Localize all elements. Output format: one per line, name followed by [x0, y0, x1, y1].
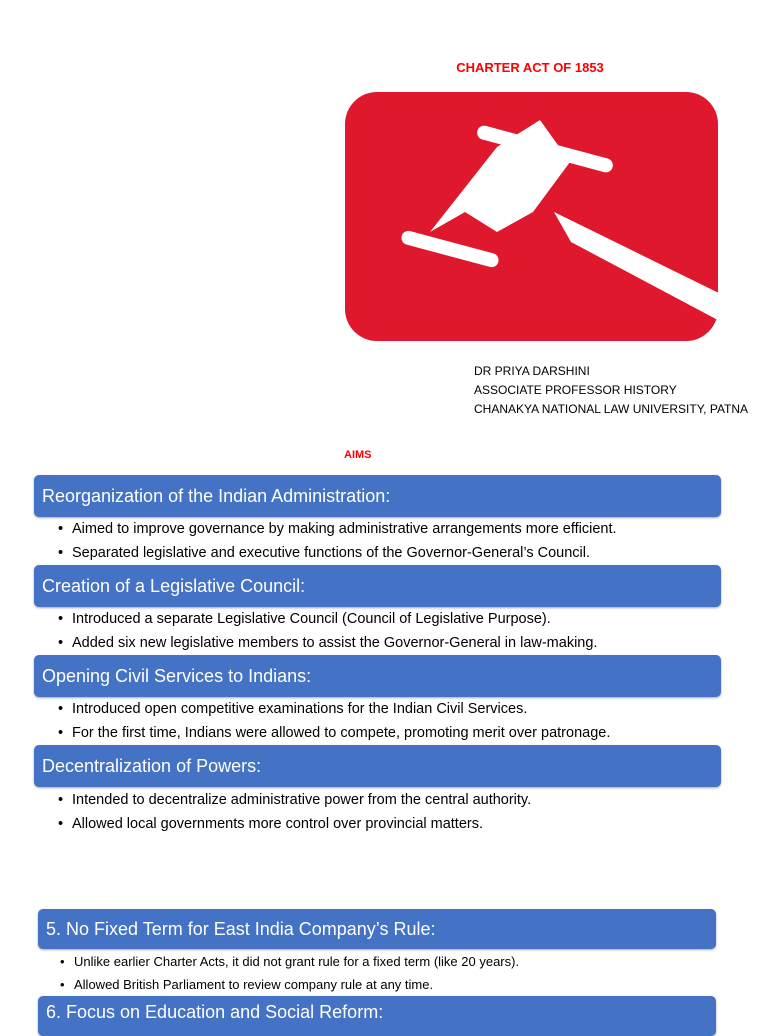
section-heading: Creation of a Legislative Council [42, 575, 301, 596]
section-bullets [58, 517, 617, 565]
section-header [34, 475, 721, 517]
bullet-item: • Added six new legislative members to assist the Governor-General in law-making. [58, 631, 597, 655]
section-bullets [60, 950, 519, 996]
author-name: DR PRIYA DARSHINI [474, 364, 590, 378]
bullet-item: • Allowed British Parliament to review company rule at any time. [60, 973, 519, 996]
author-block [474, 362, 748, 419]
section-heading-suffix: : [378, 1002, 384, 1022]
section-header [34, 565, 721, 607]
section-heading: 6. Focus on Education and Social Reform [46, 1002, 379, 1022]
bullet-item: • Intended to decentralize administrative power from the central authority. [58, 788, 531, 812]
author-designation: ASSOCIATE PROFESSOR HISTORY [474, 383, 677, 397]
bullet-item: • Introduced open competitive examinations for the Indian Civil Services. [58, 697, 610, 721]
gavel-icon [345, 92, 718, 341]
bullet-item: • Introduced a separate Legislative Council (Council of Legislative Purpose). [58, 607, 597, 631]
section-bullets [58, 607, 597, 655]
section-header [34, 655, 721, 697]
section-heading-suffix: : [306, 665, 312, 686]
section-heading: 5. No Fixed Term for East India Company’s Rule [46, 918, 431, 939]
bullet-item: • Unlike earlier Charter Acts, it did not grant rule for a fixed term (like 20 years). [60, 950, 519, 973]
section-heading-suffix: : [430, 918, 436, 939]
section-heading: Reorganization of the Indian Administration [42, 485, 386, 506]
section-header [38, 996, 716, 1036]
section-heading-suffix: : [300, 575, 306, 596]
section-bullets [58, 697, 610, 745]
document-title: CHARTER ACT OF 1853 [456, 60, 604, 75]
bullet-item: • Allowed local governments more control over provincial matters. [58, 812, 531, 836]
bullet-item: • Separated legislative and executive functions of the Governor-General’s Council. [58, 541, 617, 565]
section-heading: Opening Civil Services to Indians [42, 665, 307, 686]
author-institution: CHANAKYA NATIONAL LAW UNIVERSITY, PATNA [474, 402, 749, 416]
aims-label: AIMS [344, 449, 372, 461]
bullet-item: • Aimed to improve governance by making administrative arrangements more efficient. [58, 517, 617, 541]
section-heading-suffix: : [256, 755, 262, 776]
section-heading-suffix: : [385, 485, 391, 506]
section-header [38, 909, 716, 949]
section-heading: Decentralization of Powers [42, 755, 257, 776]
bullet-item: • For the first time, Indians were allowed to compete, promoting merit over patronage. [58, 721, 610, 745]
section-header [34, 745, 721, 787]
section-bullets [58, 788, 531, 836]
